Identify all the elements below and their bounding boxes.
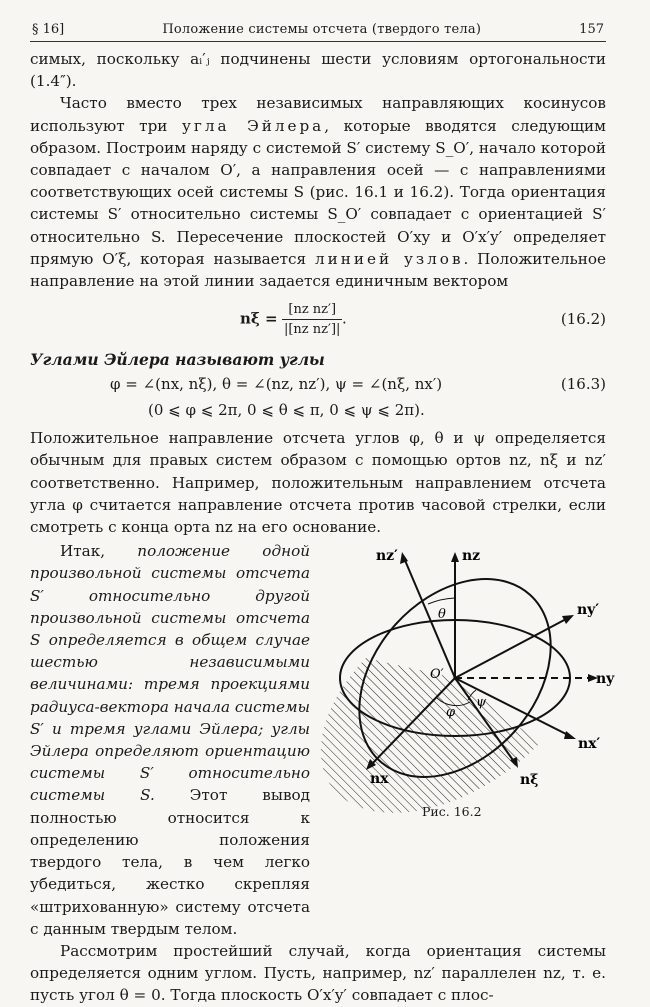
formula-ranges bbox=[30, 399, 606, 427]
formula-denominator: |[nz nz′]| bbox=[283, 322, 341, 338]
label-origin: O′ bbox=[430, 667, 444, 683]
label-nz-prime: nz′ bbox=[376, 548, 398, 565]
equation-number: (16.3) bbox=[560, 375, 606, 394]
running-header bbox=[30, 22, 606, 42]
paragraph-4: Итак, положение одной произвольной системы отсчета S′ относительно другой произвольной системы отсчета S определяется в общем случае шестью независимыми величинами: тремя проекциями радиуса-вектора начала системы S′ и тремя углами Эйлера; углы Эйлера определяют ориентацию системы S′ относительно системы S. Этот вывод полностью относится к определению положения твердого тела, в чем легко убедиться, жестко скрепляя «штрихованную» систему отсчета с данным твердым телом. bbox=[30, 542, 310, 938]
label-psi: ψ bbox=[476, 695, 487, 711]
page bbox=[30, 22, 615, 1007]
formula-angles: φ = ∠(nx, nξ), θ = ∠(nz, nz′), ψ = ∠(nξ, nx′) bbox=[110, 375, 443, 394]
label-nx-prime: nx′ bbox=[578, 736, 601, 753]
label-theta: θ bbox=[438, 607, 446, 623]
formula-numerator: [nz nz′] bbox=[282, 302, 342, 320]
axis-nz-prime bbox=[404, 558, 455, 678]
formula-fraction bbox=[282, 302, 342, 337]
figure-caption: Рис. 16.2 bbox=[422, 804, 482, 820]
figure-block bbox=[30, 538, 615, 940]
formula-lhs: nξ = bbox=[240, 309, 278, 328]
figure-16-2 bbox=[330, 538, 615, 820]
label-nz: nz bbox=[462, 548, 481, 565]
header-title: Положение системы отсчета (твердого тела) bbox=[162, 22, 482, 37]
page-number: 157 bbox=[579, 22, 604, 37]
euler-heading: Углами Эйлера называют углы bbox=[30, 350, 325, 370]
formula-range-line: (0 ⩽ φ ⩽ 2π, 0 ⩽ θ ⩽ π, 0 ⩽ ψ ⩽ 2π). bbox=[148, 401, 425, 420]
label-phi: φ bbox=[446, 705, 456, 721]
equation-number: (16.2) bbox=[560, 310, 606, 329]
label-nxi: nξ bbox=[520, 772, 539, 789]
paragraph-5: Рассмотрим простейший случай, когда ориентация системы определяется одним углом. Пусть, например, nz′ параллелен nz, т. е. пусть угол θ = 0. Тогда плоскость O′x′y′ совпадает с плос- bbox=[30, 941, 606, 1005]
paragraph-1: симых, поскольку aᵢ′ⱼ подчинены шести условиям ортогональности (1.4″). bbox=[30, 50, 606, 91]
label-nx: nx bbox=[370, 771, 389, 788]
formula-16-3 bbox=[30, 373, 606, 399]
label-ny-prime: ny′ bbox=[577, 602, 600, 619]
formula-16-2: nξ = $\frac{\text{[nz nz′]}}{\text{|[nz nz′]|}}$ . (16.2) bbox=[240, 302, 606, 338]
theta-arc bbox=[428, 598, 455, 604]
section-ref: § 16] bbox=[32, 22, 65, 37]
euler-diagram bbox=[330, 538, 615, 798]
paragraph-3: Положительное направление отсчета углов φ, θ и ψ определяется обычным для правых систем образом с помощью ортов nz, nξ и nz′ соответственно. Например, положительным направлением отсчета угла φ считается направление отсчета против часовой стрелки, если смотреть с конца орта nz на его основание. bbox=[30, 429, 606, 537]
label-ny: ny bbox=[596, 671, 615, 688]
paragraph-2: Часто вместо трех независимых направляющих косинусов используют три угла Эйлера, которые вводятся следующим образом. Построим наряду с системой S′ систему S_O′, начало которой совпадает с началом O′, а направления осей — с направлениями соответствующих осей системы S (рис. 16.1 и 16.2). Тогда ориентация системы S′ относительно системы S_O′ совпадает с ориентацией S′ относительно S. Пересечение плоскостей O′xy и O′x′y′ определяет прямую O′ξ, которая называется линией узлов. Положительное направление на этой линии задается единичным вектором bbox=[30, 94, 606, 291]
